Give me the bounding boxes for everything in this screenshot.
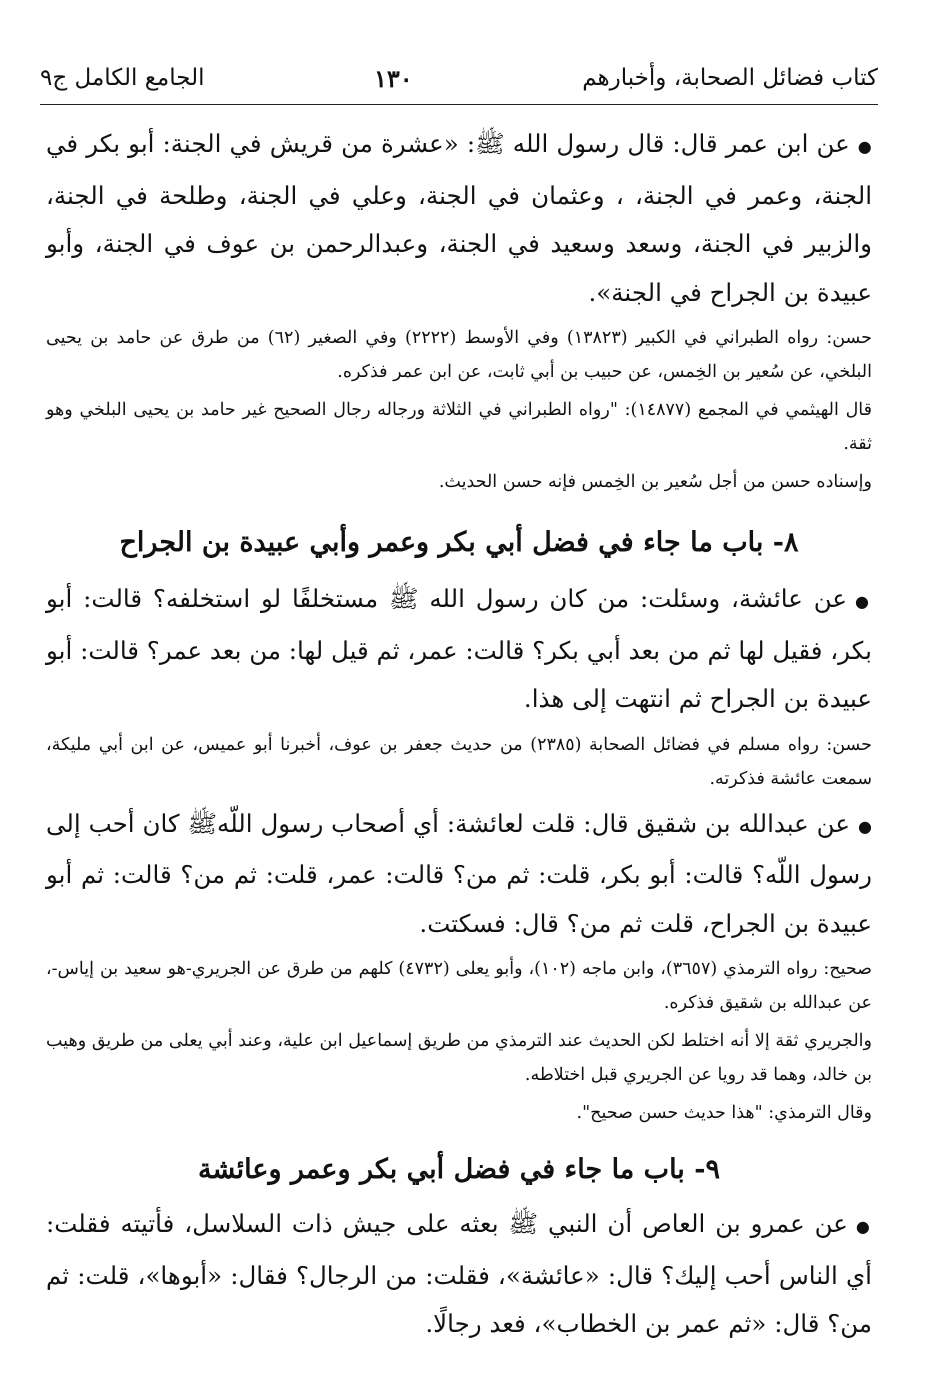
- takhrij-note: حسن: رواه مسلم في فضائل الصحابة (٢٣٨٥) من حديث جعفر بن عوف، أخبرنا أبو عميس، عن ابن أبي مليكة، سمعت عائشة فذكرته.: [46, 734, 872, 789]
- hadith-paragraph: [46, 1200, 872, 1349]
- hadith-paragraph: [46, 800, 872, 949]
- page-body: [46, 120, 872, 1349]
- chapter-heading: ٩- باب ما جاء في فضل أبي بكر وعمر وعائشة: [198, 1154, 720, 1185]
- running-head: [40, 58, 878, 98]
- hadith-text: عن عمرو بن العاص أن النبي ﷺ بعثه على جيش ذات السلاسل، فأتيته فقلت: أي الناس أحب إليك؟ قال: «عائشة»، فقلت: من الرجال؟ فقال: «أبوها»، قلت: ثم من؟ قال: «ثم عمر بن الخطاب»، فعد رجالًا.: [46, 1209, 872, 1338]
- takhrij-note: والجريري ثقة إلا أنه اختلط لكن الحديث عند الترمذي من طريق إسماعيل ابن علية، وعند أبي يعلى من طريق وهيب بن خالد، وهما قد رويا عن الجريري قبل اختلاطه.: [46, 1031, 872, 1085]
- chapter-heading: ٨- باب ما جاء في فضل أبي بكر وعمر وأبي عبيدة بن الجراح: [119, 527, 799, 558]
- running-title-book: كتاب فضائل الصحابة، وأخبارهم: [582, 65, 878, 91]
- takhrij-note: قال الهيثمي في المجمع (١٤٨٧٧): "رواه الطبراني في الثلاثة ورجاله رجال الصحيح غير حامد بن يحيى البلخي وهو ثقة.: [46, 400, 872, 454]
- takhrij-note: وقال الترمذي: "هذا حديث حسن صحيح".: [576, 1103, 872, 1123]
- bullet-icon: ●: [857, 816, 873, 836]
- hadith-text: عن عبدالله بن شقيق قال: قلت لعائشة: أي أصحاب رسول اللّهﷺ كان أحب إلى رسول اللّه؟ قالت: أبو بكر، قلت: ثم من؟ قالت: عمر، قلت: ثم من؟ قالت: ثم أبو عبيدة بن الجراح، قلت ثم من؟ قال: فسكتت.: [46, 808, 872, 938]
- bullet-icon: ●: [857, 137, 872, 156]
- header-rule: [40, 104, 878, 105]
- hadith-text: عن ابن عمر قال: قال رسول الله ﷺ: «عشرة من قريش في الجنة: أبو بكر في الجنة، وعمر في الجنة، ، وعثمان في الجنة، وعلي في الجنة، وطلحة في الجنة، والزبير في الجنة، وسعد وسعيد في الجنة، وعبدالرحمن بن عوف في الجنة، وأبو عبيدة بن الجراح في الجنة».: [46, 129, 872, 307]
- hadith-paragraph: [46, 120, 872, 317]
- page-number: ١٣٠: [374, 63, 413, 93]
- hadith-text: عن عائشة، وسئلت: من كان رسول الله ﷺ مستخلفًا لو استخلفه؟ قالت: أبو بكر، فقيل لها ثم من بعد أبي بكر؟ قالت: عمر، ثم قيل لها: من بعد عمر؟ قالت: أبو عبيدة بن الجراح ثم انتهت إلى هذا.: [46, 584, 872, 713]
- hadith-paragraph: [46, 575, 872, 724]
- takhrij-note: صحيح: رواه الترمذي (٣٦٥٧)، وابن ماجه (١٠٢)، وأبو يعلى (٤٧٣٢) كلهم من طرق عن الجريري-هو سعيد بن إياس-، عن عبدالله بن شقيق فذكره.: [46, 959, 873, 1013]
- bullet-icon: ●: [854, 592, 872, 611]
- running-title-volume: الجامع الكامل ج٩: [40, 65, 205, 91]
- bullet-icon: ●: [855, 1217, 872, 1236]
- takhrij-note: وإسناده حسن من أجل سُعير بن الخِمس فإنه حسن الحديث.: [438, 472, 872, 492]
- takhrij-note: حسن: رواه الطبراني في الكبير (١٣٨٢٣) وفي الأوسط (٢٢٢٢) وفي الصغير (٦٢) من طرق عن حامد بن يحيى البلخي، عن سُعير بن الخِمس، عن حبيب بن أبي ثابت، عن ابن عمر فذكره.: [46, 328, 872, 382]
